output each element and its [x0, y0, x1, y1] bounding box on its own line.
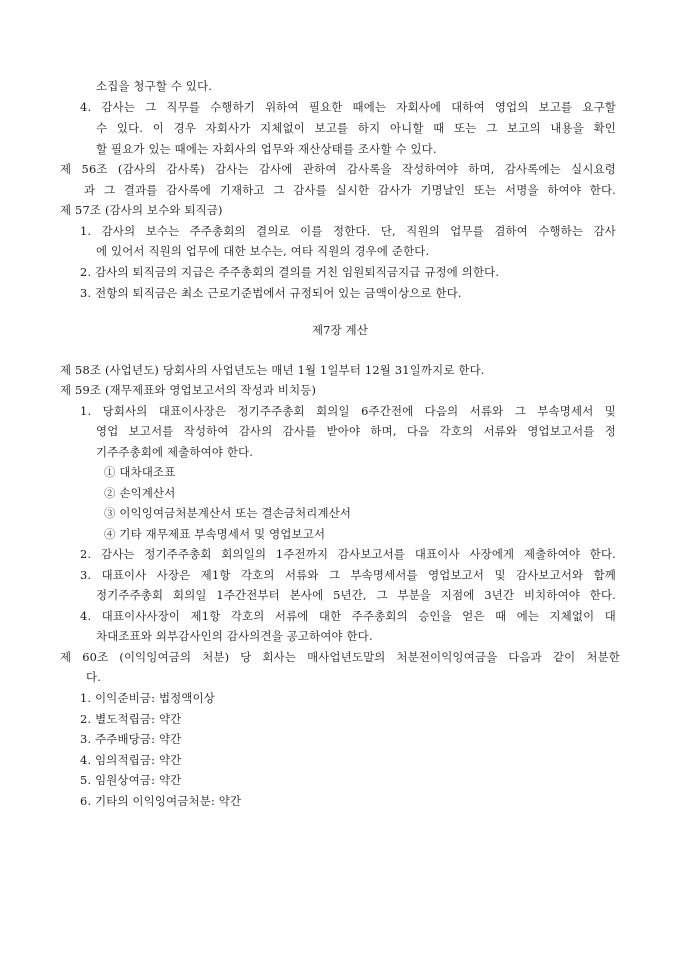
text-line: 1. 감사의 보수는 주주총회의 결의로 이를 정한다. 단, 직원의 업무를 겸하여 수행하는 감사: [80, 224, 616, 238]
list-item: 2. 별도적립금: 약간: [80, 712, 182, 726]
text-line: 2. 감사는 정기주주총회 회의일의 1주전까지 감사보고서를 대표이사 사장에게 제출하여야 한다.: [80, 547, 616, 561]
list-item: 3. 주주배당금: 약간: [80, 732, 182, 746]
text-line: 1. 당회사의 대표이사장은 정기주주총회 회의일 6주간전에 다음의 서류와 그 부속명세서 및: [80, 404, 616, 418]
list-item: ④ 기타 재무제표 부속명세서 및 영업보고서: [104, 527, 326, 541]
text-line: 3. 전항의 퇴직금은 최소 근로기준법에서 규정되어 있는 금액이상으로 한다.: [80, 286, 462, 300]
list-item: 4. 임의적립금: 약간: [80, 753, 182, 767]
chapter-title: 제7장 계산: [311, 323, 369, 337]
text-line: 영업 보고서를 작성하여 감사의 감사를 받아야 하며, 다음 각호의 서류와 영업보고서를 정: [96, 424, 616, 438]
text-line: 기주주총회에 제출하여야 한다.: [96, 445, 254, 459]
text-line: 차대조표와 외부감사인의 감사의견을 공고하여야 한다.: [96, 629, 373, 643]
text-line: 할 필요가 있는 때에는 자회사의 업무와 재산상태를 조사할 수 있다.: [96, 142, 437, 156]
text-line: 4. 대표이사사장이 제1항 각호의 서류에 대한 주주총회의 승인을 얻은 때 에는 지체없이 대: [80, 609, 616, 623]
article-heading: 제 56조 (감사의 감사록) 감사는 감사에 관하여 감사록을 작성하여야 하며, 감사록에는 실시요령: [60, 162, 616, 176]
article-heading: 제 57조 (감사의 보수와 퇴직금): [60, 203, 223, 217]
list-item: ① 대차대조표: [104, 465, 176, 479]
text-line: 다.: [86, 670, 102, 684]
article-heading: 제 59조 (재무제표와 영업보고서의 작성과 비치등): [60, 383, 317, 397]
article-heading: 제 58조 (사업년도) 당회사의 사업년도는 매년 1월 1일부터 12월 31일까지로 한다.: [60, 363, 485, 377]
list-item: ③ 이익잉여금처분계산서 또는 결손금처리계산서: [104, 506, 352, 520]
article-heading: 제 60조 (이익잉여금의 처분) 당 회사는 매사업년도말의 처분전이익잉여금을 다음과 같이 처분한: [60, 650, 620, 664]
text-line: 소집을 청구할 수 있다.: [96, 79, 213, 93]
text-line: 과 그 결과를 감사록에 기재하고 그 감사를 실시한 감사가 기명날인 또는 서명을 하여야 한다.: [84, 183, 616, 197]
text-line: 4. 감사는 그 직무를 수행하기 위하여 필요한 때에는 자회사에 대하여 영업의 보고를 요구할: [80, 100, 616, 114]
text-line: 에 있어서 직원의 업무에 대한 보수는, 여타 직원의 경우에 준한다.: [96, 244, 430, 258]
list-item: 1. 이익준비금: 법정액이상: [80, 691, 215, 705]
list-item: 6. 기타의 이익잉여금처분: 약간: [80, 794, 242, 808]
text-line: 3. 대표이사 사장은 제1항 각호의 서류와 그 부속명세서를 영업보고서 및 감사보고서와 함께: [80, 568, 616, 582]
text-line: 수 있다. 이 경우 자회사가 지체없이 보고를 하지 아니할 때 또는 그 보고의 내용을 확인: [96, 121, 616, 135]
list-item: 5. 임원상여금: 약간: [80, 773, 182, 787]
list-item: ② 손익계산서: [104, 486, 176, 500]
text-line: 2. 감사의 퇴직금의 지급은 주주총회의 결의를 거친 임원퇴직금지급 규정에 의한다.: [80, 265, 500, 279]
text-line: 정기주주총회 회의일 1주간전부터 본사에 5년간, 그 부분을 지점에 3년간 비치하여야 한다.: [96, 588, 616, 602]
